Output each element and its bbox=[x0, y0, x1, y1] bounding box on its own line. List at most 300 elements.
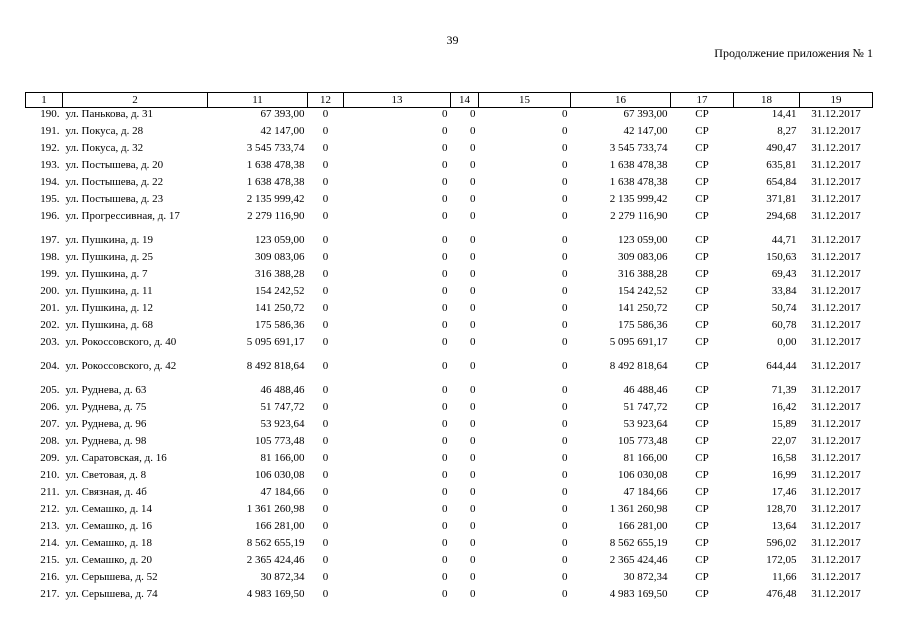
row-number: 215. bbox=[40, 554, 60, 566]
value-cell: 0 bbox=[322, 401, 329, 413]
row-number: 194. bbox=[40, 176, 60, 188]
table-row bbox=[26, 336, 873, 360]
value-cell: 17,46 bbox=[771, 486, 797, 498]
value-cell: 476,48 bbox=[766, 588, 797, 600]
value-cell: 0 bbox=[322, 418, 329, 430]
row-number: 191. bbox=[40, 125, 60, 137]
address-cell: ул. Пушкина, д. 11 bbox=[65, 285, 153, 297]
date-cell: 31.12.2017 bbox=[811, 336, 861, 348]
value-cell: 0,00 bbox=[777, 336, 797, 348]
value-cell: 0 bbox=[442, 159, 448, 171]
value-cell: 0 bbox=[442, 319, 448, 331]
value-cell: 0 bbox=[442, 210, 448, 222]
column-header: 14 bbox=[451, 93, 479, 108]
value-cell: 0 bbox=[442, 435, 448, 447]
value-cell: 0 bbox=[322, 210, 329, 222]
row-number: 212. bbox=[40, 503, 60, 515]
value-cell: 0 bbox=[562, 360, 568, 372]
table-row bbox=[26, 435, 873, 452]
category-cell: СР bbox=[695, 268, 709, 280]
date-cell: 31.12.2017 bbox=[811, 285, 861, 297]
category-cell: СР bbox=[695, 469, 709, 481]
address-cell: ул. Постышева, д. 22 bbox=[65, 176, 164, 188]
value-cell: 123 059,00 bbox=[618, 234, 668, 246]
table-row bbox=[26, 384, 873, 401]
address-cell: ул. Руднева, д. 98 bbox=[65, 435, 147, 447]
address-cell: ул. Семашко, д. 20 bbox=[65, 554, 152, 566]
value-cell: 0 bbox=[470, 435, 476, 447]
address-cell: ул. Связная, д. 4б bbox=[65, 486, 147, 498]
value-cell: 0 bbox=[322, 503, 329, 515]
value-cell: 294,68 bbox=[766, 210, 797, 222]
value-cell: 0 bbox=[470, 537, 476, 549]
value-cell: 0 bbox=[562, 302, 568, 314]
date-cell: 31.12.2017 bbox=[811, 588, 861, 600]
value-cell: 0 bbox=[562, 486, 568, 498]
value-cell: 0 bbox=[562, 571, 568, 583]
value-cell: 0 bbox=[470, 401, 476, 413]
value-cell: 0 bbox=[322, 125, 329, 137]
value-cell: 0 bbox=[562, 319, 568, 331]
value-cell: 81 166,00 bbox=[623, 452, 668, 464]
column-header: 15 bbox=[479, 93, 571, 108]
address-cell: ул. Покуса, д. 28 bbox=[65, 125, 144, 137]
value-cell: 0 bbox=[442, 251, 448, 263]
value-cell: 0 bbox=[470, 268, 476, 280]
value-cell: 106 030,08 bbox=[255, 469, 305, 481]
value-cell: 67 393,00 bbox=[623, 108, 668, 120]
value-cell: 0 bbox=[562, 285, 568, 297]
value-cell: 8 492 818,64 bbox=[246, 360, 305, 372]
row-number: 209. bbox=[40, 452, 60, 464]
value-cell: 0 bbox=[442, 285, 448, 297]
value-cell: 0 bbox=[470, 251, 476, 263]
value-cell: 44,71 bbox=[771, 234, 797, 246]
value-cell: 53 923,64 bbox=[623, 418, 668, 430]
table-row bbox=[26, 452, 873, 469]
row-number: 200. bbox=[40, 285, 60, 297]
value-cell: 11,66 bbox=[772, 571, 797, 583]
value-cell: 5 095 691,17 bbox=[609, 336, 668, 348]
value-cell: 309 083,06 bbox=[618, 251, 668, 263]
value-cell: 0 bbox=[442, 503, 448, 515]
value-cell: 0 bbox=[562, 554, 568, 566]
table-row bbox=[26, 210, 873, 234]
address-cell: ул. Пушкина, д. 25 bbox=[65, 251, 154, 263]
value-cell: 0 bbox=[322, 486, 329, 498]
date-cell: 31.12.2017 bbox=[811, 469, 861, 481]
row-number: 216. bbox=[40, 571, 60, 583]
value-cell: 0 bbox=[562, 469, 568, 481]
value-cell: 71,39 bbox=[771, 384, 797, 396]
row-number: 208. bbox=[40, 435, 60, 447]
table-row bbox=[26, 418, 873, 435]
table-row bbox=[26, 537, 873, 554]
category-cell: СР bbox=[695, 418, 709, 430]
value-cell: 166 281,00 bbox=[618, 520, 668, 532]
address-cell: ул. Рокоссовского, д. 42 bbox=[65, 360, 177, 372]
column-header: 1 bbox=[26, 93, 63, 108]
value-cell: 0 bbox=[322, 193, 329, 205]
value-cell: 0 bbox=[562, 251, 568, 263]
value-cell: 0 bbox=[322, 435, 329, 447]
value-cell: 0 bbox=[470, 588, 476, 600]
value-cell: 0 bbox=[442, 268, 448, 280]
value-cell: 106 030,08 bbox=[618, 469, 668, 481]
value-cell: 0 bbox=[470, 193, 476, 205]
address-cell: ул. Семашко, д. 14 bbox=[65, 503, 152, 515]
category-cell: СР bbox=[695, 234, 709, 246]
value-cell: 3 545 733,74 bbox=[246, 142, 305, 154]
date-cell: 31.12.2017 bbox=[811, 193, 861, 205]
value-cell: 0 bbox=[562, 537, 568, 549]
value-cell: 69,43 bbox=[771, 268, 797, 280]
column-header: 2 bbox=[63, 93, 208, 108]
row-number: 197. bbox=[40, 234, 60, 246]
category-cell: СР bbox=[695, 285, 709, 297]
value-cell: 0 bbox=[442, 452, 448, 464]
value-cell: 0 bbox=[562, 108, 568, 120]
value-cell: 0 bbox=[442, 554, 448, 566]
table-body bbox=[26, 108, 873, 606]
value-cell: 0 bbox=[322, 520, 329, 532]
value-cell: 105 773,48 bbox=[618, 435, 668, 447]
category-cell: СР bbox=[695, 503, 709, 515]
data-table bbox=[25, 92, 873, 605]
value-cell: 0 bbox=[470, 469, 476, 481]
value-cell: 154 242,52 bbox=[255, 285, 305, 297]
value-cell: 0 bbox=[562, 452, 568, 464]
category-cell: СР bbox=[695, 520, 709, 532]
table-row bbox=[26, 302, 873, 319]
table-row bbox=[26, 486, 873, 503]
value-cell: 0 bbox=[442, 336, 448, 348]
column-header: 12 bbox=[308, 93, 344, 108]
address-cell: ул. Прогрессивная, д. 17 bbox=[65, 210, 180, 222]
value-cell: 0 bbox=[442, 302, 448, 314]
category-cell: СР bbox=[695, 554, 709, 566]
date-cell: 31.12.2017 bbox=[811, 360, 861, 372]
value-cell: 0 bbox=[442, 142, 448, 154]
row-number: 206. bbox=[40, 401, 60, 413]
value-cell: 596,02 bbox=[766, 537, 797, 549]
table-row bbox=[26, 193, 873, 210]
date-cell: 31.12.2017 bbox=[811, 571, 861, 583]
value-cell: 2 279 116,90 bbox=[610, 210, 668, 222]
value-cell: 0 bbox=[470, 520, 476, 532]
value-cell: 0 bbox=[562, 159, 568, 171]
value-cell: 0 bbox=[562, 384, 568, 396]
value-cell: 309 083,06 bbox=[255, 251, 305, 263]
value-cell: 42 147,00 bbox=[260, 125, 305, 137]
value-cell: 0 bbox=[470, 125, 476, 137]
value-cell: 644,44 bbox=[766, 360, 797, 372]
table-header-row bbox=[26, 93, 873, 108]
row-number: 211. bbox=[40, 486, 60, 498]
category-cell: СР bbox=[695, 319, 709, 331]
value-cell: 1 638 478,38 bbox=[246, 176, 305, 188]
row-number: 202. bbox=[40, 319, 60, 331]
value-cell: 0 bbox=[442, 571, 448, 583]
value-cell: 1 638 478,38 bbox=[246, 159, 305, 171]
value-cell: 30 872,34 bbox=[623, 571, 668, 583]
category-cell: СР bbox=[695, 571, 709, 583]
category-cell: СР bbox=[695, 210, 709, 222]
row-number: 205. bbox=[40, 384, 60, 396]
value-cell: 53 923,64 bbox=[260, 418, 305, 430]
category-cell: СР bbox=[695, 452, 709, 464]
value-cell: 67 393,00 bbox=[260, 108, 305, 120]
value-cell: 1 638 478,38 bbox=[609, 176, 668, 188]
value-cell: 0 bbox=[322, 554, 329, 566]
value-cell: 0 bbox=[470, 336, 476, 348]
address-cell: ул. Постышева, д. 20 bbox=[65, 159, 164, 171]
value-cell: 51 747,72 bbox=[623, 401, 668, 413]
row-number: 204. bbox=[40, 360, 60, 372]
address-cell: ул. Световая, д. 8 bbox=[65, 469, 147, 481]
category-cell: СР bbox=[695, 401, 709, 413]
value-cell: 490,47 bbox=[766, 142, 797, 154]
table-row bbox=[26, 285, 873, 302]
value-cell: 2 365 424,46 bbox=[246, 554, 305, 566]
value-cell: 5 095 691,17 bbox=[246, 336, 305, 348]
date-cell: 31.12.2017 bbox=[811, 537, 861, 549]
address-cell: ул. Семашко, д. 16 bbox=[65, 520, 152, 532]
address-cell: ул. Панькова, д. 31 bbox=[65, 108, 154, 120]
value-cell: 0 bbox=[442, 418, 448, 430]
column-header: 11 bbox=[208, 93, 308, 108]
value-cell: 371,81 bbox=[766, 193, 797, 205]
value-cell: 0 bbox=[442, 588, 448, 600]
row-number: 198. bbox=[40, 251, 60, 263]
value-cell: 0 bbox=[562, 176, 568, 188]
value-cell: 0 bbox=[322, 537, 329, 549]
date-cell: 31.12.2017 bbox=[811, 486, 861, 498]
value-cell: 8 562 655,19 bbox=[246, 537, 305, 549]
table-row bbox=[26, 360, 873, 384]
value-cell: 0 bbox=[562, 418, 568, 430]
value-cell: 30 872,34 bbox=[260, 571, 305, 583]
value-cell: 0 bbox=[322, 285, 329, 297]
value-cell: 123 059,00 bbox=[255, 234, 305, 246]
value-cell: 13,64 bbox=[771, 520, 797, 532]
date-cell: 31.12.2017 bbox=[811, 418, 861, 430]
column-header: 19 bbox=[800, 93, 873, 108]
value-cell: 15,89 bbox=[771, 418, 797, 430]
date-cell: 31.12.2017 bbox=[811, 452, 861, 464]
address-cell: ул. Пушкина, д. 7 bbox=[65, 268, 148, 280]
value-cell: 14,41 bbox=[771, 108, 797, 120]
value-cell: 154 242,52 bbox=[618, 285, 668, 297]
value-cell: 105 773,48 bbox=[255, 435, 305, 447]
value-cell: 60,78 bbox=[771, 319, 797, 331]
date-cell: 31.12.2017 bbox=[811, 401, 861, 413]
row-number: 203. bbox=[40, 336, 60, 348]
table-row bbox=[26, 125, 873, 142]
value-cell: 0 bbox=[562, 588, 568, 600]
date-cell: 31.12.2017 bbox=[811, 251, 861, 263]
column-header: 16 bbox=[571, 93, 671, 108]
value-cell: 1 638 478,38 bbox=[609, 159, 668, 171]
table-row bbox=[26, 142, 873, 159]
category-cell: СР bbox=[695, 537, 709, 549]
value-cell: 33,84 bbox=[771, 285, 797, 297]
value-cell: 0 bbox=[470, 108, 476, 120]
row-number: 193. bbox=[40, 159, 60, 171]
value-cell: 166 281,00 bbox=[255, 520, 305, 532]
value-cell: 8 562 655,19 bbox=[609, 537, 668, 549]
row-number: 210. bbox=[40, 469, 60, 481]
value-cell: 0 bbox=[470, 571, 476, 583]
date-cell: 31.12.2017 bbox=[811, 503, 861, 515]
address-cell: ул. Саратовская, д. 16 bbox=[65, 452, 167, 464]
value-cell: 175 586,36 bbox=[255, 319, 305, 331]
date-cell: 31.12.2017 bbox=[811, 319, 861, 331]
row-number: 217. bbox=[40, 588, 60, 600]
value-cell: 51 747,72 bbox=[260, 401, 305, 413]
value-cell: 8,27 bbox=[777, 125, 797, 137]
value-cell: 0 bbox=[322, 469, 329, 481]
date-cell: 31.12.2017 bbox=[811, 435, 861, 447]
value-cell: 0 bbox=[322, 108, 329, 120]
value-cell: 128,70 bbox=[766, 503, 797, 515]
value-cell: 46 488,46 bbox=[260, 384, 305, 396]
value-cell: 22,07 bbox=[771, 435, 797, 447]
table-row bbox=[26, 469, 873, 486]
value-cell: 0 bbox=[562, 336, 568, 348]
row-number: 213. bbox=[40, 520, 60, 532]
row-number: 214. bbox=[40, 537, 60, 549]
value-cell: 4 983 169,50 bbox=[246, 588, 305, 600]
table-row bbox=[26, 251, 873, 268]
category-cell: СР bbox=[695, 193, 709, 205]
table-row bbox=[26, 234, 873, 251]
value-cell: 0 bbox=[442, 193, 448, 205]
table-row bbox=[26, 554, 873, 571]
value-cell: 0 bbox=[322, 384, 329, 396]
value-cell: 0 bbox=[562, 435, 568, 447]
table-row bbox=[26, 108, 873, 126]
value-cell: 0 bbox=[470, 360, 476, 372]
value-cell: 0 bbox=[470, 210, 476, 222]
value-cell: 0 bbox=[562, 520, 568, 532]
value-cell: 316 388,28 bbox=[618, 268, 668, 280]
date-cell: 31.12.2017 bbox=[811, 234, 861, 246]
date-cell: 31.12.2017 bbox=[811, 384, 861, 396]
category-cell: СР bbox=[695, 435, 709, 447]
row-number: 195. bbox=[40, 193, 60, 205]
table-row bbox=[26, 503, 873, 520]
value-cell: 1 361 260,98 bbox=[246, 503, 305, 515]
date-cell: 31.12.2017 bbox=[811, 108, 861, 120]
value-cell: 316 388,28 bbox=[255, 268, 305, 280]
value-cell: 0 bbox=[470, 302, 476, 314]
category-cell: СР bbox=[695, 251, 709, 263]
value-cell: 46 488,46 bbox=[623, 384, 668, 396]
address-cell: ул. Пушкина, д. 12 bbox=[65, 302, 154, 314]
value-cell: 0 bbox=[442, 401, 448, 413]
category-cell: СР bbox=[695, 302, 709, 314]
date-cell: 31.12.2017 bbox=[811, 520, 861, 532]
value-cell: 0 bbox=[470, 486, 476, 498]
value-cell: 0 bbox=[322, 142, 329, 154]
appendix-continuation-note: Продолжение приложения № 1 bbox=[714, 46, 873, 60]
value-cell: 0 bbox=[322, 588, 329, 600]
address-cell: ул. Руднева, д. 75 bbox=[65, 401, 147, 413]
value-cell: 654,84 bbox=[766, 176, 797, 188]
date-cell: 31.12.2017 bbox=[811, 125, 861, 137]
value-cell: 0 bbox=[470, 142, 476, 154]
row-number: 190. bbox=[40, 108, 60, 120]
value-cell: 16,58 bbox=[771, 452, 797, 464]
address-cell: ул. Пушкина, д. 19 bbox=[65, 234, 154, 246]
value-cell: 635,81 bbox=[766, 159, 797, 171]
value-cell: 0 bbox=[470, 554, 476, 566]
date-cell: 31.12.2017 bbox=[811, 210, 861, 222]
value-cell: 4 983 169,50 bbox=[609, 588, 668, 600]
address-cell: ул. Руднева, д. 96 bbox=[65, 418, 147, 430]
row-number: 192. bbox=[40, 142, 60, 154]
value-cell: 0 bbox=[442, 469, 448, 481]
value-cell: 2 365 424,46 bbox=[609, 554, 668, 566]
date-cell: 31.12.2017 bbox=[811, 142, 861, 154]
value-cell: 0 bbox=[562, 503, 568, 515]
address-cell: ул. Постышева, д. 23 bbox=[65, 193, 164, 205]
row-number: 196. bbox=[40, 210, 60, 222]
table-row bbox=[26, 588, 873, 605]
address-cell: ул. Рокоссовского, д. 40 bbox=[65, 336, 177, 348]
value-cell: 0 bbox=[442, 360, 448, 372]
value-cell: 0 bbox=[562, 142, 568, 154]
value-cell: 0 bbox=[322, 319, 329, 331]
table-row bbox=[26, 159, 873, 176]
value-cell: 0 bbox=[470, 176, 476, 188]
address-cell: ул. Пушкина, д. 68 bbox=[65, 319, 154, 331]
value-cell: 0 bbox=[442, 108, 448, 120]
column-header: 17 bbox=[671, 93, 734, 108]
value-cell: 0 bbox=[562, 125, 568, 137]
category-cell: СР bbox=[695, 125, 709, 137]
table-row bbox=[26, 571, 873, 588]
value-cell: 1 361 260,98 bbox=[609, 503, 668, 515]
value-cell: 81 166,00 bbox=[260, 452, 305, 464]
value-cell: 0 bbox=[322, 251, 329, 263]
category-cell: СР bbox=[695, 159, 709, 171]
value-cell: 0 bbox=[470, 234, 476, 246]
value-cell: 2 279 116,90 bbox=[247, 210, 305, 222]
value-cell: 16,99 bbox=[771, 469, 797, 481]
category-cell: СР bbox=[695, 360, 709, 372]
category-cell: СР bbox=[695, 486, 709, 498]
value-cell: 0 bbox=[470, 418, 476, 430]
category-cell: СР bbox=[695, 336, 709, 348]
date-cell: 31.12.2017 bbox=[811, 268, 861, 280]
value-cell: 0 bbox=[442, 520, 448, 532]
value-cell: 0 bbox=[322, 234, 329, 246]
category-cell: СР bbox=[695, 108, 709, 120]
value-cell: 150,63 bbox=[766, 251, 797, 263]
value-cell: 0 bbox=[470, 503, 476, 515]
value-cell: 0 bbox=[442, 234, 448, 246]
date-cell: 31.12.2017 bbox=[811, 176, 861, 188]
row-number: 201. bbox=[40, 302, 60, 314]
value-cell: 50,74 bbox=[771, 302, 797, 314]
value-cell: 0 bbox=[562, 193, 568, 205]
value-cell: 0 bbox=[562, 268, 568, 280]
value-cell: 16,42 bbox=[771, 401, 797, 413]
value-cell: 2 135 999,42 bbox=[246, 193, 305, 205]
value-cell: 0 bbox=[322, 159, 329, 171]
